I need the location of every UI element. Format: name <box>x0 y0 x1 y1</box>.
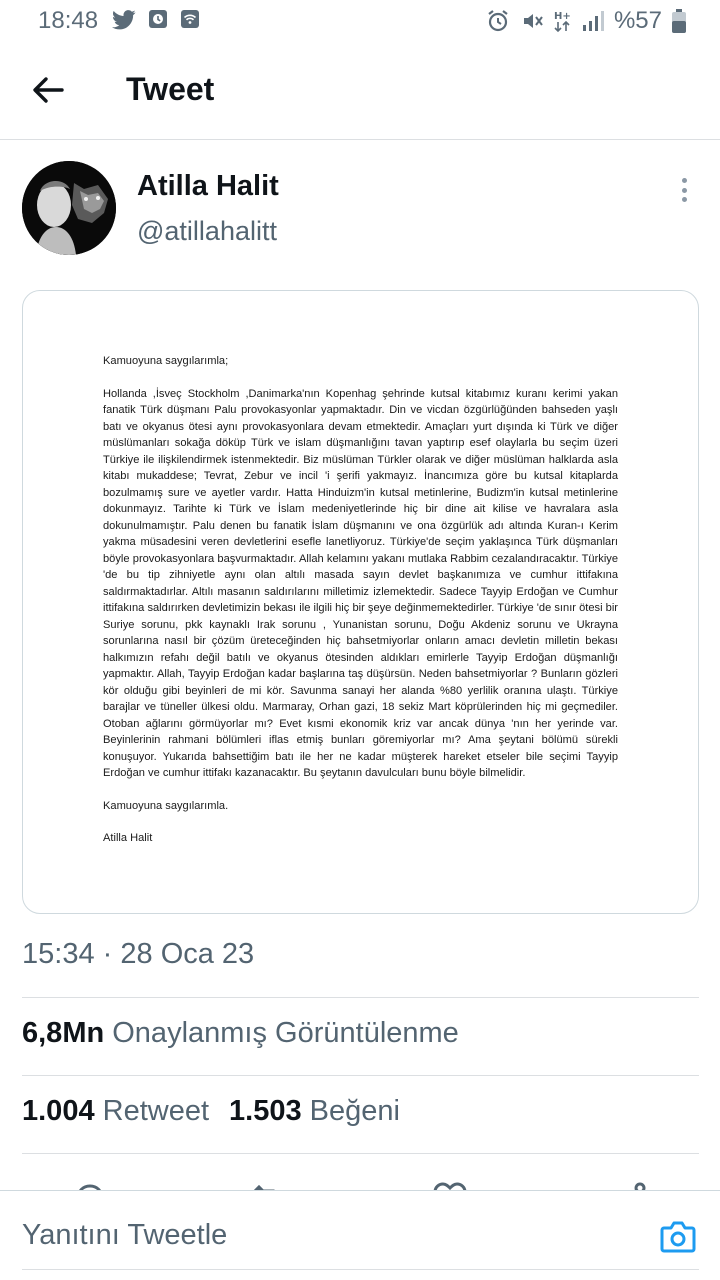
letter-signature: Atilla Halit <box>103 832 153 844</box>
engagement-stats <box>22 1095 400 1128</box>
divider <box>22 997 699 998</box>
tweet-image[interactable] <box>22 290 699 914</box>
retweet-stat[interactable] <box>22 1095 209 1127</box>
timestamp-separator: · <box>102 938 113 970</box>
battery-percent: %57 <box>613 7 662 34</box>
status-bar <box>0 0 720 40</box>
retweet-label: Retweet <box>102 1095 210 1127</box>
wifi-square-icon <box>180 9 200 29</box>
reply-input[interactable]: Yanıtını Tweetle <box>22 1219 228 1251</box>
notification-icons <box>112 9 200 31</box>
tweet-time: 15:34 <box>22 938 95 970</box>
more-dot-icon <box>682 197 687 202</box>
divider <box>22 1269 699 1270</box>
like-label: Beğeni <box>309 1095 400 1127</box>
more-dot-icon <box>682 188 687 193</box>
retweet-count: 1.004 <box>22 1095 95 1127</box>
reply-composer <box>0 1190 720 1280</box>
more-dot-icon <box>682 178 687 183</box>
camera-icon[interactable] <box>660 1220 696 1254</box>
letter-body: Hollanda ,İsveç Stockholm ,Danimarka'nın Kopenhag şehrinde kutsal kitabımız kuranı kerimi yakan fanatik Türk düşmanı Palu provokasyonlar yapmaktadır. Din ve vicdan özgürlüğünden bahseden yaşlı batı ve okyanus ötesi aynı provokasyonlara devam etmektedir. Amaçları yurt dışında ki Türk ve diğer müslümanları sokağa döküp Türk ve islam düşmanlığını tavan yaptırıp esef olaylarla bu seçim üzeri Türkiye ile ilişkilendirmek istenmektedir. Biz müslüman Türkler olarak ve diğer müslüman halklarda asla kitabı mukaddese; Tevrat, Zebur ve incil 'i şerifi yakmayız. İnancımıza göre bu kutsal kitaplarda bozulmamış sure ve ayetler vardır. Hatta Hinduizm'in kutsal metinlerine, Budizm'in kutsal metinlerine dokunmayız. Tarihte ki Türk ve İslam medeniyetlerinde hiç bir dine ait kilise ve havralara asla dokunulmamıştır. Palu denen bu fanatik İslam düşmanını ve ona özgürlük adı altında Kuran-ı Kerim yakma müsadesini veren devletlerini esefle lanetliyoruz. Türkiye'de seçim yaklaşınca Türk düşmanları böyle provokasyonlara başvurmaktadır. Allah kelamını yakanı mutlaka Rabbim cezalandıracaktır. Türkiye 'de bu tip zihniyetle aynı olan altılı masada sayın devlet başkanımıza ve cumhur ittifakına saldırmaktadırlar. Altılı masanın saldırılarını milletimiz izlemektedir. Sadece Tayyip Erdoğan ve Cumhur ittifakına saldırırken devletimizin bekası ile ilgili hiç bir şeye değinmemektedirler. Türkiye 'de sınır ötesi bir Suriye sorunu, pkk kaynaklı Irak sorunu , Yunanistan sorunu, Doğu Akdeniz sorunu ve Ukrayna sorunlarına nasıl bir çözüm üreteceğinden hiç bahsetmiyorlar onların amacı devletin milletin bekası halkımızın refahı değil batılı ve okyanus ötesinden aldıkları emirlerle Tayyip Erdoğan düşmanlığı yapmaktır. Allah, Tayyip Erdoğan kadar başlarına taş düşürsün. Neden bahsetmiyorlar ? Bunların gözleri kör olduğu gibi beyinleri de mi kör. Savunma sanayi her alanda %80 yerlilik oranına ulaştı. Türkiye barajlar ve tüneller ülkesi oldu. Marmaray, Orhan gazi, 18 sekiz Mart köprülerinden hiç mi geçmediler. Otoban ağlarını görmüyorlar mı? Evet kısmi ekonomik kriz var ancak dünya 'nın her yerinde var. Beyinlerinin rahmani bölümleri iflas etmiş bunları göremiyorlar mı? Ama şeytani bölümü sürekli konuşuyor. Yukarıda bahsettiğim batı ile her ne kadar müşterek hareket etseler bile seçimi Tayyip Erdoğan ve cumhur ittifakı kazanacaktır. Bu şeytanın davulcuları bunu böyle bilmelidir. <box>103 387 618 779</box>
letter-document <box>103 353 618 847</box>
battery-icon <box>672 9 686 33</box>
letter-greeting: Kamuoyuna saygılarımla; <box>103 355 229 367</box>
tweet-date: 28 Oca 23 <box>120 938 255 970</box>
top-app-bar <box>0 40 720 140</box>
alarm-icon <box>486 9 510 33</box>
svg-text:H+: H+ <box>553 11 571 22</box>
divider <box>22 1075 699 1076</box>
letter-closing: Kamuoyuna saygılarımla. <box>103 799 229 812</box>
like-stat[interactable] <box>229 1095 400 1127</box>
avatar[interactable] <box>22 161 116 255</box>
views-label: Onaylanmış Görüntülenme <box>112 1017 459 1049</box>
views-stat[interactable] <box>22 1017 459 1050</box>
mute-icon <box>520 9 544 33</box>
author-handle[interactable]: @atillahalitt <box>137 216 277 246</box>
avatar-image <box>22 161 116 255</box>
status-time: 18:48 <box>38 7 99 34</box>
signal-bars-icon <box>582 10 604 32</box>
author-name[interactable]: Atilla Halit <box>137 170 279 202</box>
system-icons <box>486 7 686 35</box>
signal-hplus-icon <box>554 9 572 33</box>
tweet-timestamp <box>22 938 254 971</box>
page-title: Tweet <box>126 71 215 107</box>
more-options-button[interactable] <box>672 176 696 204</box>
twitter-bird-icon <box>112 9 136 31</box>
like-count: 1.503 <box>229 1095 302 1127</box>
media-square-icon <box>148 9 168 29</box>
divider <box>22 1153 699 1154</box>
back-button[interactable] <box>28 70 68 110</box>
views-count: 6,8Mn <box>22 1017 105 1049</box>
back-arrow-icon <box>28 70 68 110</box>
